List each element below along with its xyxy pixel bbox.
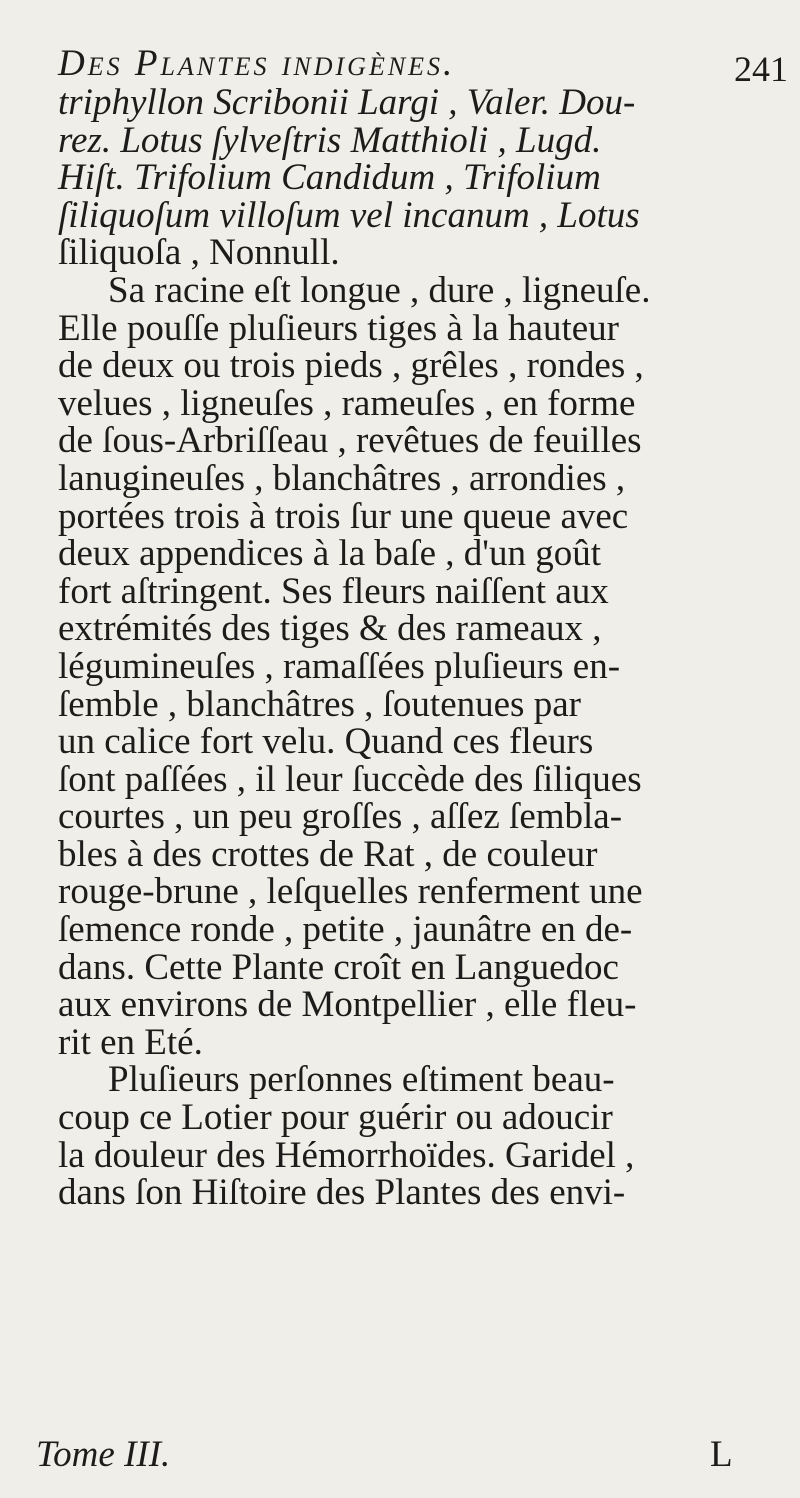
text-line: de deux ou trois pieds , grêles , rondes , [58, 345, 644, 387]
text-line: ſemence ronde , petite , jaunâtre en de- [58, 909, 633, 951]
text-line: extrémités des tiges & des rameaux , [58, 608, 602, 650]
text-line: légumineuſes , ramaſſées pluſieurs en- [58, 645, 621, 687]
body-text [58, 84, 798, 1212]
text-line: dans ſon Hiſtoire des Plantes des envi- [58, 1172, 626, 1214]
text-line: courtes , un peu groſſes , aſſez ſembla- [58, 796, 623, 838]
text-line: ſemble , blanchâtres , ſoutenues par [58, 683, 581, 725]
page-footer [36, 1433, 776, 1483]
volume-label: Tome III. [36, 1434, 171, 1475]
page-number: 241 [734, 49, 788, 89]
text-line: ſiliquoſum villoſum vel incanum , Lotus [58, 194, 640, 236]
text-line: Elle pouſſe pluſieurs tiges à la hauteur [58, 307, 619, 349]
page-header [58, 38, 788, 89]
text-line: aux environs de Montpellier , elle fleu- [58, 984, 637, 1026]
text-line: deux appendices à la baſe , d'un goût [58, 533, 601, 575]
text-line: velues , ligneuſes , rameuſes , en forme [58, 382, 636, 424]
text-line: fort aſtringent. Ses fleurs naiſſent aux [58, 570, 609, 612]
text-line: rouge-brune , leſquelles renferment une [58, 871, 643, 913]
text-line: bles à des crottes de Rat , de couleur [58, 833, 598, 875]
signature-mark: L [710, 1434, 733, 1475]
text-line: dans. Cette Plante croît en Languedoc [58, 946, 619, 988]
text-line: Hiſt. Trifolium Candidum , Trifolium [58, 157, 601, 199]
text-line: un calice fort velu. Quand ces fleurs [58, 721, 594, 763]
text-line: portées trois à trois ſur une queue avec [58, 495, 629, 537]
text-line: rit en Eté. [58, 1021, 203, 1063]
text-line: triphyllon Scribonii Largi , Valer. Dou- [58, 82, 636, 123]
running-title: Des Plantes indigènes. [58, 43, 456, 84]
text-line: ſiliquoſa , Nonnull. [58, 232, 340, 274]
paragraph-start-line: Sa racine eſt longue , dure , ligneuſe. [108, 269, 651, 311]
text-line: rez. Lotus ſylveſtris Matthioli , Lugd. [58, 119, 602, 161]
paragraph-start-line: Pluſieurs perſonnes eſtiment beau- [108, 1059, 615, 1101]
text-line: coup ce Lotier pour guérir ou adoucir [58, 1097, 613, 1139]
text-line: la douleur des Hémorrhoïdes. Garidel , [58, 1134, 635, 1176]
text-line: lanugineuſes , blanchâtres , arrondies , [58, 457, 626, 499]
text-line: de ſous-Arbriſſeau , revêtues de feuilles [58, 420, 642, 462]
text-line: ſont paſſées , il leur ſuccède des ſiliques [58, 758, 642, 800]
